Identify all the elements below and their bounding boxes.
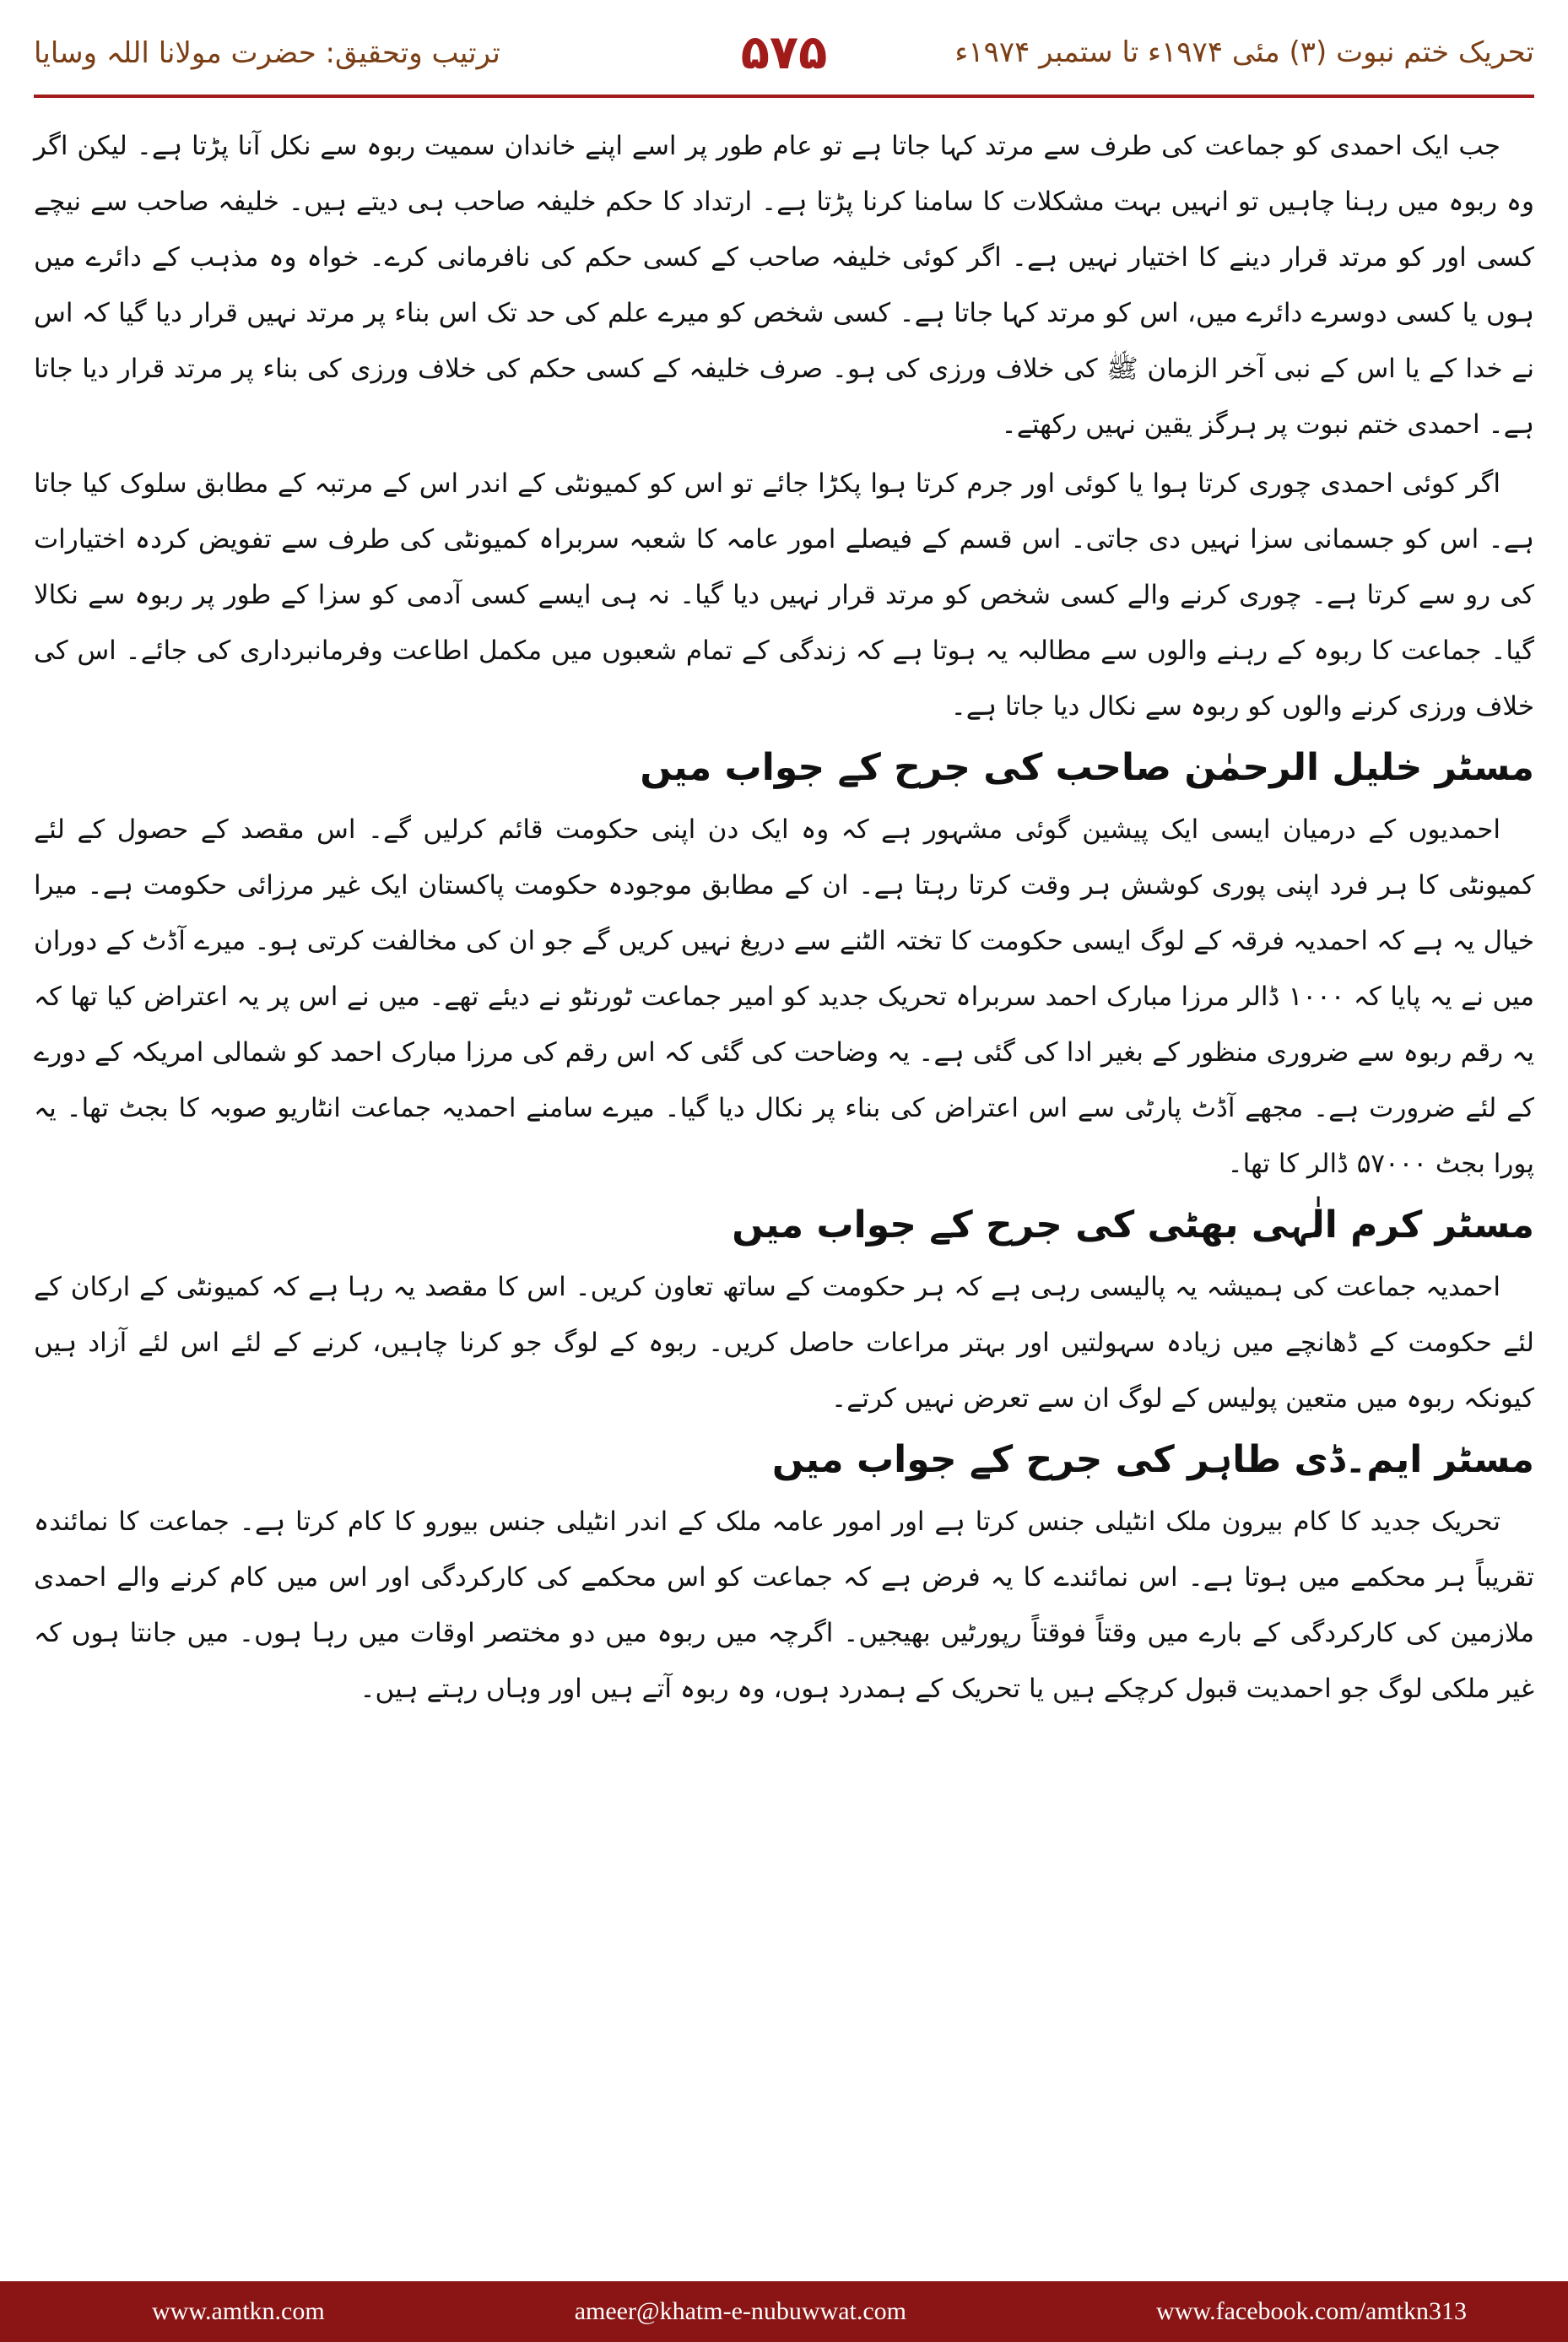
facebook-link[interactable]: www.facebook.com/amtkn313	[1156, 2297, 1467, 2325]
section-heading: مسٹر خلیل الرحمٰن صاحب کی جرح کے جواب میں	[640, 746, 1534, 789]
section-paragraph: تحریک جدید کا کام بیرون ملک انٹیلی جنس کرتا ہے اور امور عامہ ملک کے اندر انٹیلی جنس بیورو کا کام کرتا ہے۔ جماعت کا نمائندہ تقریباً ہر محکمے میں ہوتا ہے۔ اس نمائندے کا یہ فرض ہے کہ جماعت کو اس محکمے کی کارکردگی اور اس میں کام کرنے والے احمدی ملازمین کی کارکردگی کے بارے میں وقتاً فوقتاً رپورٹیں بھیجیں۔ اگرچہ میں ربوہ میں دو مختصر اوقات میں رہا ہوں۔ میں جانتا ہوں کہ غیر ملکی لوگ جو احمدیت قبول کرچکے ہیں یا تحریک کے ہمدرد ہوں، وہ ربوہ آتے ہیں اور وہاں رہتے ہیں۔	[34, 1506, 1534, 1704]
section-heading: مسٹر ایم۔ڈی طاہر کی جرح کے جواب میں	[771, 1438, 1534, 1481]
book-title: تحریک ختم نبوت (۳) مئی ۱۹۷۴ء تا ستمبر ۱۹۷۴ء	[954, 35, 1534, 69]
section-paragraph: احمدیہ جماعت کی ہمیشہ یہ پالیسی رہی ہے کہ ہر حکومت کے ساتھ تعاون کریں۔ اس کا مقصد یہ رہا ہے کہ کمیونٹی کے ارکان کے لئے حکومت کے ڈھانچے میں زیادہ سہولتیں اور بہتر مراعات حاصل کریں۔ ربوہ کے لوگ جو کرنا چاہیں، کرنے کے لئے اس لئے آزاد ہیں کیونکہ ربوہ میں متعین پولیس کے لوگ ان سے تعرض نہیں کرتے۔	[34, 1272, 1534, 1414]
compiler-credit: ترتیب وتحقیق: حضرت مولانا اللہ وسایا	[34, 36, 500, 70]
page-body	[34, 118, 1534, 1720]
page-footer	[0, 2281, 1568, 2342]
paragraph: اگر کوئی احمدی چوری کرتا ہوا یا کوئی اور جرم کرتا ہوا پکڑا جائے تو اس کو کمیونٹی کے اندر اس کے مرتبہ کے مطابق سلوک کیا جاتا ہے۔ اس کو جسمانی سزا نہیں دی جاتی۔ اس قسم کے فیصلے امور عامہ کا شعبہ سربراہ کمیونٹی کی طرف سے تفویض کردہ اختیارات کی رو سے کرتا ہے۔ چوری کرنے والے کسی شخص کو مرتد قرار نہیں دیا گیا۔ نہ ہی ایسے کسی آدمی کو سزا کے طور پر ربوہ سے نکالا گیا۔ جماعت کا ربوہ کے رہنے والوں سے مطالبہ یہ ہوتا ہے کہ زندگی کے تمام شعبوں میں مکمل اطاعت وفرمانبرداری کی جائے۔ اس کی خلاف ورزی کرنے والوں کو ربوہ سے نکال دیا جاتا ہے۔	[34, 468, 1534, 722]
section-paragraph: احمدیوں کے درمیان ایسی ایک پیشین گوئی مشہور ہے کہ وہ ایک دن اپنی حکومت قائم کرلیں گے۔ اس مقصد کے حصول کے لئے کمیونٹی کا ہر فرد اپنی پوری کوشش ہر وقت کرتا رہتا ہے۔ ان کے مطابق موجودہ حکومت پاکستان ایک غیر مرزائی حکومت ہے۔ میرا خیال یہ ہے کہ احمدیہ فرقہ کے لوگ ایسی حکومت کا تختہ الٹنے سے دریغ نہیں کریں گے جو ان کی مخالفت کرتی ہو۔ میرے آڈٹ کے دوران میں نے یہ پایا کہ ۱۰۰۰ ڈالر مرزا مبارک احمد سربراہ تحریک جدید کو امیر جماعت ٹورنٹو نے دیئے تھے۔ میں نے اس پر یہ اعتراض کیا تھا کہ یہ رقم ربوہ سے ضروری منظور کے بغیر ادا کی گئی ہے۔ یہ وضاحت کی گئی کہ اس رقم کی مرزا مبارک احمد کو شمالی امریکہ کے دورے کے لئے ضرورت ہے۔ مجھے آڈٹ پارٹی سے اس اعتراض کی بناء پر نکال دیا گیا۔ میرے سامنے احمدیہ جماعت انٹاریو صوبہ کا بجٹ تھا۔ یہ پورا بجٹ ۵۷۰۰۰ ڈالر کا تھا۔	[34, 814, 1535, 1179]
paragraph: جب ایک احمدی کو جماعت کی طرف سے مرتد کہا جاتا ہے تو عام طور پر اسے اپنے خاندان سمیت ربوہ سے نکل آنا پڑتا ہے۔ لیکن اگر وہ ربوہ میں رہنا چاہیں تو انہیں بہت مشکلات کا سامنا کرنا پڑتا ہے۔ ارتداد کا حکم خلیفہ صاحب ہی دیتے ہیں۔ خلیفہ صاحب سے نیچے کسی اور کو مرتد قرار دینے کا اختیار نہیں ہے۔ اگر کوئی خلیفہ صاحب کے کسی حکم کی نافرمانی کرے۔ خواہ وہ مذہب کے دائرے میں ہوں یا کسی دوسرے دائرے میں، اس کو مرتد کہا جاتا ہے۔ کسی شخص کو میرے علم کی حد تک اس بناء پر مرتد نہیں قرار دیا گیا کہ اس نے خدا کے یا اس کے نبی آخر الزمان ﷺ کی خلاف ورزی کی ہو۔ صرف خلیفہ کے کسی حکم کی خلاف ورزی کی بناء پر مرتد قرار دیا جاتا ہے۔ احمدی ختم نبوت پر ہرگز یقین نہیں رکھتے۔	[34, 131, 1534, 440]
website-link[interactable]: www.amtkn.com	[152, 2297, 325, 2325]
email-link[interactable]: ameer@khatm-e-nubuwwat.com	[574, 2297, 907, 2325]
page-header	[34, 25, 1534, 84]
section-heading: مسٹر کرم الٰہی بھٹی کی جرح کے جواب میں	[732, 1203, 1534, 1247]
header-divider	[34, 95, 1534, 98]
page-number: ۵۷۵	[740, 25, 828, 80]
